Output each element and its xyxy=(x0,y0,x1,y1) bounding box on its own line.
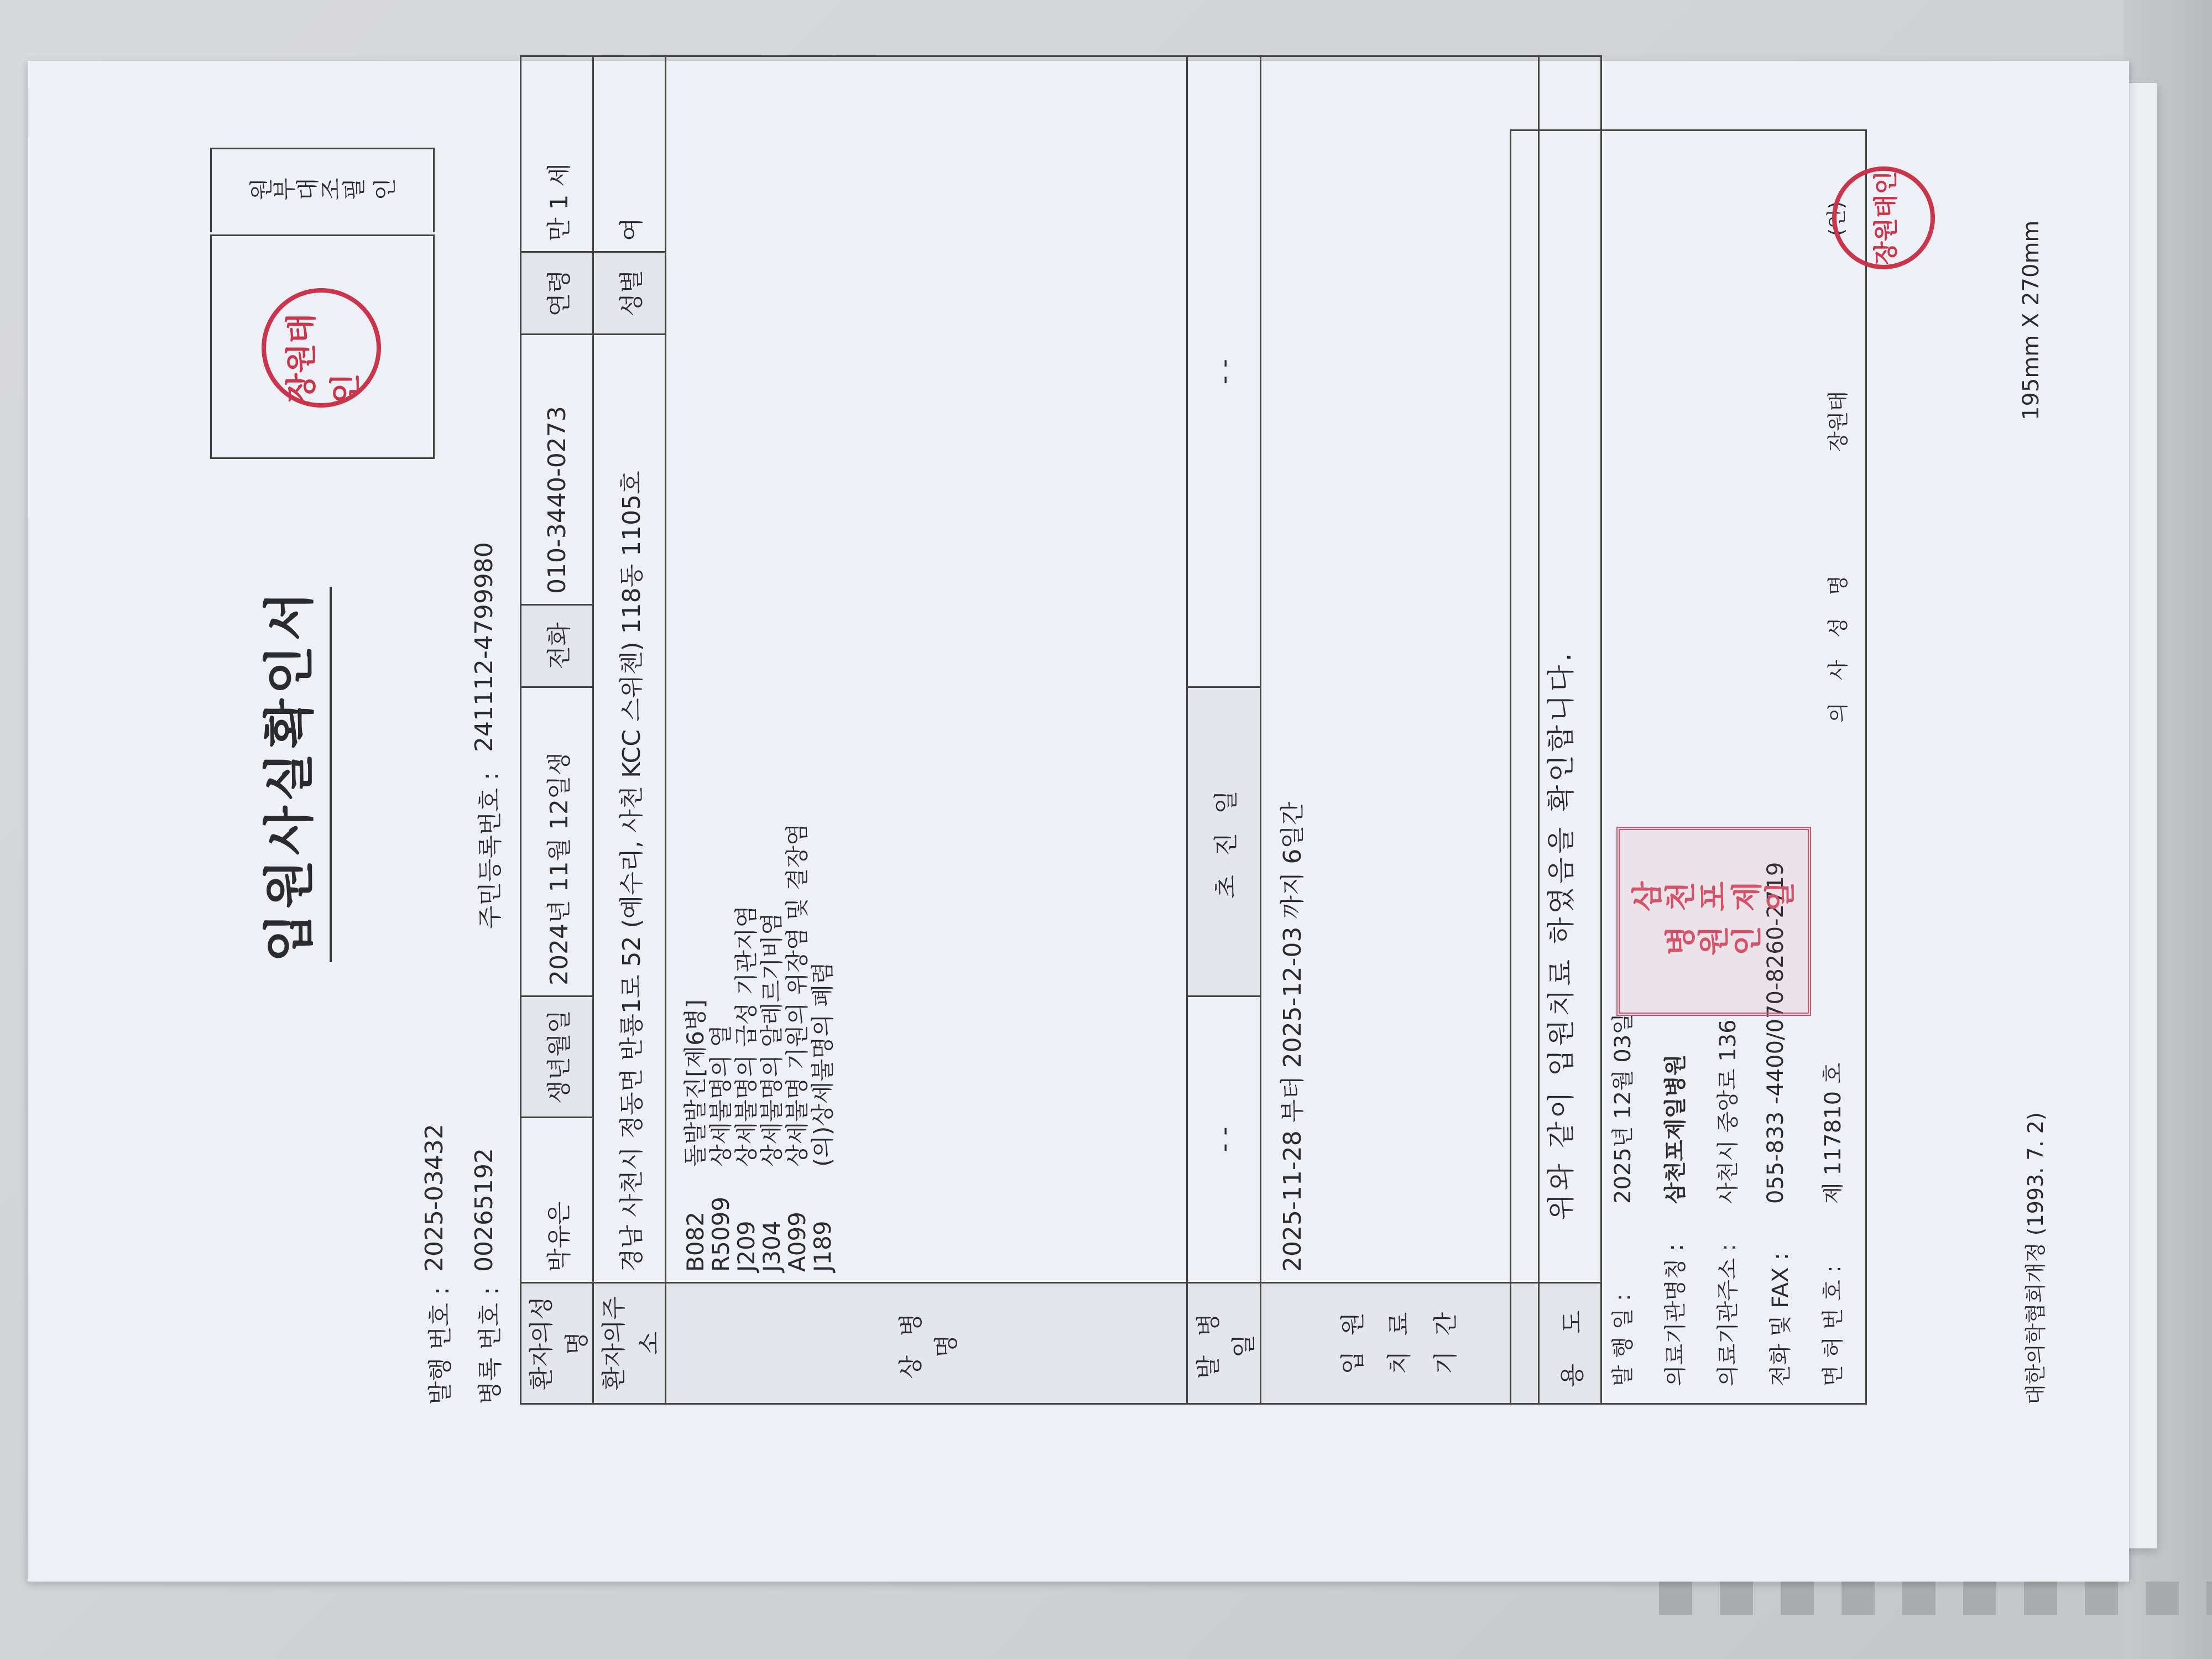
patient-phone: 010-3440-0273 xyxy=(521,335,593,605)
document-content xyxy=(28,61,2129,1582)
hospital-addr: 사천시 중앙로 136 xyxy=(1715,1019,1741,1204)
background-pattern xyxy=(1659,1582,2212,1615)
patient-address: 경남 사천시 정동면 반룡1로 52 (예수리, 사천 KCC 스위첸) 118동 1105호 xyxy=(593,335,666,1283)
hospital-seal xyxy=(1616,827,1811,1016)
onset-value: - - xyxy=(1187,997,1261,1283)
birth-label: 생년월일 xyxy=(521,997,593,1118)
diagnosis-name: (의)상세불명의 폐렴 xyxy=(809,962,836,1167)
doctor-stamp-bottom: 장원태인 xyxy=(1832,166,1935,269)
patient-birth: 2024년 11월 12일생 xyxy=(521,687,593,997)
diagnosis-list xyxy=(666,56,1187,1283)
form-revision: 대한의학협회개정 (1993. 7. 2) xyxy=(2023,1112,2048,1405)
certification-box xyxy=(1510,129,1900,1405)
rrn: 241112-4799980 xyxy=(470,542,498,752)
diagnosis-code: A099 xyxy=(784,1212,811,1272)
issue-no-label: 발행 번호 : xyxy=(426,1287,455,1405)
phone-label: 전화 xyxy=(521,605,593,687)
patient-table xyxy=(520,55,1602,1405)
first-visit-label: 초 진 일 xyxy=(1187,687,1261,997)
period-label-char: 료 xyxy=(1385,1312,1413,1336)
diagnosis-code: J304 xyxy=(758,1220,785,1272)
record-no-label: 병록 번호 : xyxy=(476,1287,504,1405)
name-label: 환자의성명 xyxy=(521,1283,593,1404)
document-sheet xyxy=(28,61,2129,1582)
license-label: 면 허 번 호 : xyxy=(1820,1265,1846,1386)
period-label-char: 간 xyxy=(1432,1312,1460,1336)
rrn-label: 주민등록번호 : xyxy=(476,772,504,929)
diagnosis-code: R5099 xyxy=(707,1196,734,1272)
diagnosis-code: J209 xyxy=(733,1220,760,1272)
record-no: 00265192 xyxy=(470,1148,498,1272)
hospital-addr-label: 의료기관주소 : xyxy=(1715,1243,1741,1386)
confirm-text: 위와 같이 입원치료 하였음을 확인합니다. xyxy=(1545,649,1577,1220)
onset-label: 발 병 일 xyxy=(1187,1283,1261,1404)
diagnosis-name: 돌발발진[제6병] xyxy=(682,999,709,1167)
license-no: 제 117810 호 xyxy=(1820,1062,1846,1204)
period-label-char: 입 xyxy=(1339,1350,1367,1375)
phone-fax: 055-833 -4400/070-8260-2719 xyxy=(1763,862,1788,1204)
issue-date: 2025년 12월 03일 xyxy=(1610,1013,1636,1204)
diagnosis-name: 상세불명의 열 xyxy=(707,1025,734,1167)
diagnosis-name: 상세불명의 알레르기비염 xyxy=(758,912,785,1167)
paper-size: 195mm X 270mm xyxy=(2018,220,2044,420)
diagnosis-label: 상 병 명 xyxy=(666,1283,1187,1404)
period-label-char: 원 xyxy=(1339,1312,1367,1336)
doctor-stamp-top: 장원태인 xyxy=(262,288,381,408)
doctor-seal-suffix: (인) xyxy=(1825,201,1848,236)
doctor-name: 장원태 xyxy=(1826,390,1850,452)
seal-box xyxy=(210,234,435,459)
hospital-seal-text: 삼천포제일병원인 xyxy=(1631,881,1797,961)
phone-fax-label: 전화 및 FAX : xyxy=(1768,1253,1793,1386)
hospital-label: 의료기관명칭 : xyxy=(1663,1243,1688,1386)
first-visit-value: - - xyxy=(1187,56,1261,687)
address-label: 환자의주소 xyxy=(593,1283,666,1404)
patient-age: 만 1 세 xyxy=(521,56,593,252)
diagnosis-code: J189 xyxy=(809,1220,836,1272)
age-label: 연령 xyxy=(521,252,593,335)
purpose-label: 용 도 xyxy=(1539,1283,1601,1404)
period-label xyxy=(1261,1283,1539,1404)
patient-name: 박유은 xyxy=(521,1118,593,1283)
doctor-label: 의 사 성 명 xyxy=(1826,567,1850,723)
patient-sex: 여 xyxy=(593,56,666,252)
period-value: 2025-11-28 부터 2025-12-03 까지 6일간 xyxy=(1261,56,1539,1283)
issue-date-label: 발 행 일 : xyxy=(1610,1293,1636,1386)
sex-label: 성별 xyxy=(593,252,666,335)
seal-label: 원부대조필 인 xyxy=(210,148,435,232)
period-label-char: 치 xyxy=(1385,1350,1413,1375)
diagnosis-code: B082 xyxy=(682,1212,709,1272)
diagnosis-name: 상세불명 기원의 위장염 및 결장염 xyxy=(784,823,811,1167)
issue-no: 2025-03432 xyxy=(420,1124,448,1272)
hospital-name: 삼천포제일병원 xyxy=(1663,1054,1688,1204)
page-title: 입원사실확인서 xyxy=(249,587,332,962)
period-label-char: 기 xyxy=(1432,1350,1460,1375)
diagnosis-name: 상세불명의 급성 기관지염 xyxy=(733,905,760,1167)
